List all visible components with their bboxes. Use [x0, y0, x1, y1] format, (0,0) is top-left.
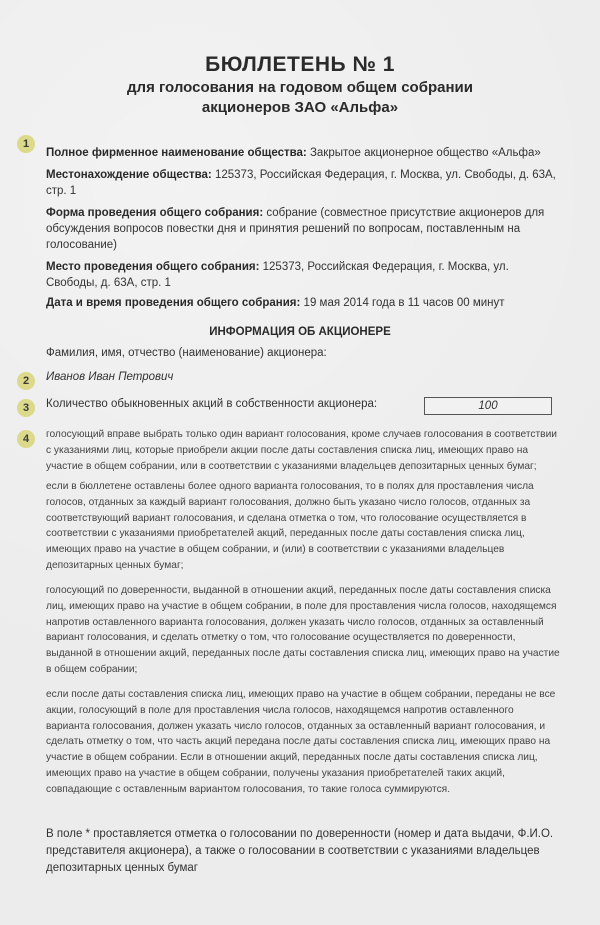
shareholder-fio-value: Иванов Иван Петрович	[46, 371, 174, 383]
voting-note-2: если в бюллетене оставлены более одного варианта голосования, то в полях для проставления числа голосов, отданных за каждый вариант голосования, должно быть указано число голосов, отданных за соответствующий вариант голосования, и сделана отметка о том, что голосование осуществляется в соответствии с указаниями приобретателей акций, переданных после даты составления списка лиц, имеющих право на участие в общем собрании, и (или) в соответствии с указаниями владельцев депозитарных ценных бумаг;	[46, 481, 534, 571]
meeting-place-value: 125373, Российская Федерация, г. Москва, ул. Свободы, д. 63А, стр. 1	[46, 261, 509, 289]
meeting-form-label: Форма проведения общего собрания:	[46, 207, 264, 219]
ballot-footer-note: В поле * проставляется отметка о голосовании по доверенности (номер и дата выдачи, Ф.И.О. представителя акционера), а также о голосовании в соответствии с указаниями владельцев депозитарных ценных бумаг	[46, 828, 554, 874]
company-location-label: Местонахождение общества:	[46, 169, 212, 181]
meeting-place	[46, 259, 558, 291]
ballot-header	[0, 52, 600, 118]
company-location	[46, 167, 558, 199]
marker-1: 1	[17, 135, 35, 153]
ballot-subtitle-line2: акционеров ЗАО «Альфа»	[201, 99, 399, 116]
company-location-value: 125373, Российская Федерация, г. Москва, ул. Свободы, д. 63А, стр. 1	[46, 169, 556, 197]
ballot-subtitle-line1: для голосования на годовом общем собрании	[127, 79, 473, 96]
company-full-name-value: Закрытое акционерное общество «Альфа»	[309, 147, 541, 159]
company-full-name-label: Полное фирменное наименование общества:	[46, 147, 307, 159]
meeting-datetime-value: 19 мая 2014 года в 11 часов 00 минут	[303, 297, 505, 309]
voting-note-3: голосующий по доверенности, выданной в отношении акций, переданных после даты составления списка лиц, имеющих право на участие в общем собрании, в поле для проставления числа голосов, находящемся напротив оставленного варианта голосования, должен указать число голосов, отданных за оставленный вариант голосования, и сделать отметку о том, что голосование осуществляется по доверенности, выданной в отношении акций, переданных после даты составления списка лиц, имеющих право на участие в общем собрании;	[46, 585, 560, 675]
meeting-form-value: собрание (совместное присутствие акционеров для обсуждения вопросов повестки дня и принятия решений по вопросам, поставленным на голосование)	[46, 207, 545, 251]
shareholder-fio-label: Фамилия, имя, отчество (наименование) акционера:	[46, 347, 327, 359]
meeting-form	[46, 205, 558, 253]
shares-count-field[interactable]: 100	[424, 397, 552, 415]
marker-2: 2	[17, 372, 35, 390]
meeting-place-label: Место проведения общего собрания:	[46, 261, 260, 273]
company-full-name	[46, 145, 558, 161]
voting-note-1: голосующий вправе выбрать только один вариант голосования, кроме случаев голосования в соответствии с указаниями лиц, которые приобрели акции после даты составления списка лиц, имеющих право на участие в общем собрании, или в соответствии с указаниями владельцев депозитарных ценных бумаг;	[46, 429, 557, 472]
voting-note-4: если после даты составления списка лиц, имеющих право на участие в общем собрании, переданы не все акции, голосующий в поле для проставления числа голосов, находящемся напротив оставленного варианта голосования, должен указать число голосов, отданных за оставленный вариант голосования, и сделать отметку о том, что часть акций передана после даты составления списка лиц, имеющих право на участие в общем собрании. Если в отношении акций, переданных после даты составления списка лиц, имеющих право на участие в общем собрании, получены указания приобретателей таких акций, совпадающие с оставленным вариантом голосования, то такие голоса суммируются.	[46, 689, 556, 795]
ballot-title: БЮЛЛЕТЕНЬ № 1	[205, 53, 395, 76]
marker-4: 4	[17, 430, 35, 448]
meeting-datetime-label: Дата и время проведения общего собрания:	[46, 297, 301, 309]
marker-3: 3	[17, 399, 35, 417]
shares-count-label: Количество обыкновенных акций в собственности акционера:	[46, 398, 378, 410]
shareholder-section-title: ИНФОРМАЦИЯ ОБ АКЦИОНЕРЕ	[209, 326, 391, 338]
meeting-datetime	[46, 295, 558, 311]
